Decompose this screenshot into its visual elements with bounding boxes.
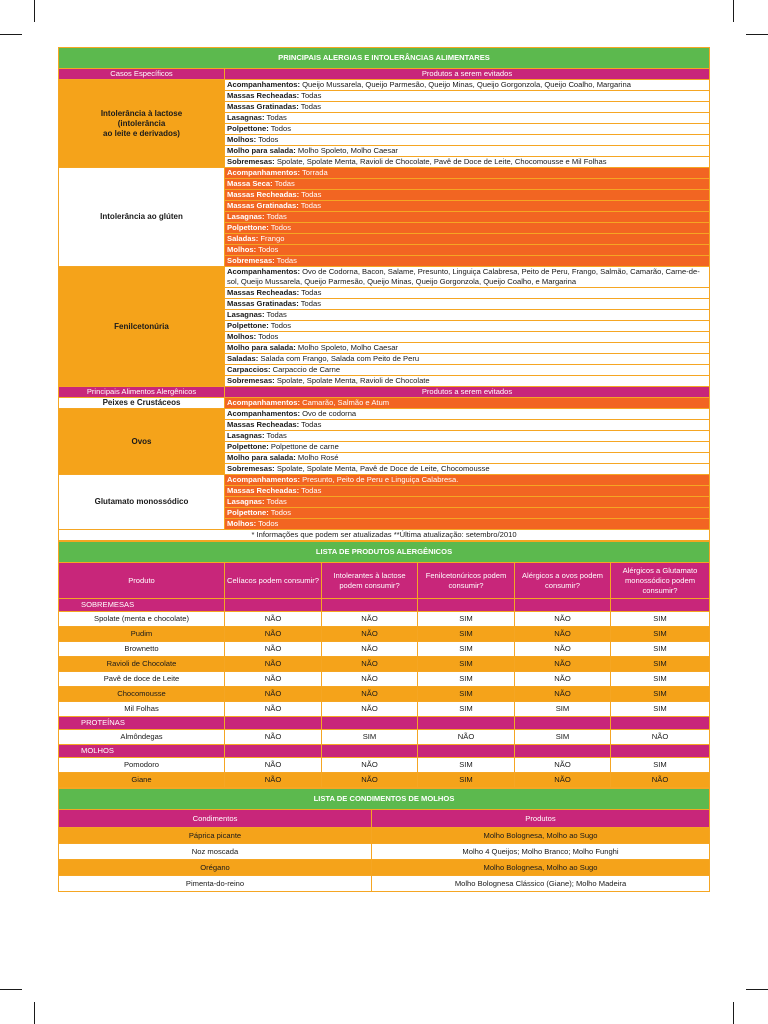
can-consume-cell: SIM (418, 657, 515, 672)
avoid-item-value: Molho Spoleto, Molho Caesar (295, 146, 398, 155)
avoid-item-category: Saladas: (227, 354, 259, 363)
avoid-item-value: Todas (264, 212, 287, 221)
product-row (59, 627, 710, 642)
avoid-item-category: Molho para salada: (227, 146, 296, 155)
condiment-products: Molho 4 Queijos; Molho Branco; Molho Funghi (372, 844, 710, 860)
avoid-item (225, 310, 710, 321)
avoid-item-category: Lasagnas: (227, 497, 265, 506)
section-filler (322, 745, 418, 758)
avoid-item (225, 508, 710, 519)
product-row (59, 730, 710, 745)
avoid-item (225, 223, 710, 234)
avoid-item (225, 135, 710, 146)
products-table (58, 541, 710, 788)
avoid-item-value: Todas (264, 310, 287, 319)
can-consume-cell: SIM (611, 758, 710, 773)
avoid-item-value: Salada com Frango, Salada com Peito de Peru (258, 354, 420, 363)
section-filler (515, 717, 611, 730)
avoid-item-category: Molhos: (227, 245, 257, 254)
can-consume-cell: SIM (322, 730, 418, 745)
avoid-item-value: Ovo de Codorna, Bacon, Salame, Presunto, Linguiça Calabresa, Peito de Peru, Frango, Salmão, Camarão, Carne-de-sol, Queijo Mussarela, Queijo Parmesão, Queijo Minas, Queijo Gorgonzola, Queijo Coalho, e Margarina (227, 267, 700, 286)
can-consume-cell: NÃO (611, 773, 710, 788)
avoid-item (225, 113, 710, 124)
section-filler (225, 599, 322, 612)
case-name-text: Fenilcetonúria (114, 321, 169, 331)
section-label: SOBREMESAS (59, 599, 225, 612)
avoid-item (225, 354, 710, 365)
avoid-item-category: Lasagnas: (227, 431, 265, 440)
condiment-row (59, 860, 710, 876)
header-allergens: Principais Alimentos Alergênicos (59, 387, 225, 398)
avoid-item-value: Todas (264, 497, 287, 506)
can-consume-cell: NÃO (225, 657, 322, 672)
avoid-item (225, 431, 710, 442)
avoid-item-category: Massas Gratinadas: (227, 299, 299, 308)
avoid-item (225, 201, 710, 212)
column-header: Alérgicos a ovos podem consumir? (515, 563, 611, 599)
can-consume-cell: NÃO (225, 687, 322, 702)
condiment-name: Pimenta-do-reino (59, 876, 372, 892)
avoid-item-value: Todos (268, 508, 292, 517)
avoid-item-value: Molho Rosé (295, 453, 339, 462)
product-row (59, 758, 710, 773)
avoid-item (225, 299, 710, 310)
condiment-row (59, 876, 710, 892)
section-filler (418, 717, 515, 730)
avoid-row (59, 475, 710, 486)
column-header: Celíacos podem consumir? (225, 563, 322, 599)
avoid-item (225, 91, 710, 102)
can-consume-cell: SIM (418, 702, 515, 717)
can-consume-cell: SIM (611, 612, 710, 627)
can-consume-cell: SIM (418, 627, 515, 642)
can-consume-cell: SIM (611, 687, 710, 702)
header-condiment-products: Produtos (372, 810, 710, 828)
avoid-item-value: Todas (299, 190, 322, 199)
allergy-table (58, 47, 710, 541)
header-condiments: Condimentos (59, 810, 372, 828)
crop-mark (34, 0, 35, 22)
avoid-item-value: Todas (299, 288, 322, 297)
column-header: Intolerantes à lactose podem consumir? (322, 563, 418, 599)
avoid-item (225, 288, 710, 299)
avoid-item-category: Polpettone: (227, 124, 269, 133)
avoid-item (225, 146, 710, 157)
avoid-item-value: Spolate, Spolate Menta, Ravioli de Chocolate, Pavê de Doce de Leite, Chocomousse e Mil Folhas (274, 157, 607, 166)
product-row (59, 612, 710, 627)
avoid-item (225, 409, 710, 420)
avoid-item (225, 497, 710, 508)
allergy-table-title: PRINCIPAIS ALERGIAS E INTOLERÂNCIAS ALIMENTARES (59, 48, 710, 69)
section-filler (322, 717, 418, 730)
avoid-item-value: Todos (256, 135, 279, 144)
avoid-item (225, 332, 710, 343)
avoid-item-value: Todas (272, 179, 295, 188)
can-consume-cell: NÃO (322, 758, 418, 773)
avoid-item (225, 157, 710, 168)
avoid-item (225, 365, 710, 376)
can-consume-cell: NÃO (322, 702, 418, 717)
avoid-item-value: Torrada (300, 168, 328, 177)
avoid-item-value: Camarão, Salmão e Atum (300, 398, 390, 407)
avoid-item-value: Todos (256, 332, 279, 341)
avoid-item-value: Todas (299, 91, 322, 100)
avoid-item-value: Polpettone de carne (268, 442, 339, 451)
avoid-item-category: Acompanhamentos: (227, 168, 300, 177)
product-row (59, 657, 710, 672)
avoid-item-value: Todas (264, 113, 287, 122)
case-name (59, 168, 225, 267)
crop-mark (0, 34, 22, 35)
case-name (59, 475, 225, 530)
can-consume-cell: NÃO (322, 672, 418, 687)
avoid-item-category: Massa Seca: (227, 179, 273, 188)
avoid-row (59, 168, 710, 179)
product-row (59, 773, 710, 788)
avoid-item-category: Massas Recheadas: (227, 420, 300, 429)
avoid-item-value: Todos (256, 519, 279, 528)
avoid-item (225, 80, 710, 91)
column-header: Fenilcetonúricos podem consumir? (418, 563, 515, 599)
condiments-table-title: LISTA DE CONDIMENTOS DE MOLHOS (59, 789, 710, 810)
can-consume-cell: SIM (611, 702, 710, 717)
header-products-2: Produtos a serem evitados (225, 387, 710, 398)
condiment-row (59, 828, 710, 844)
allergen-sheet (58, 47, 710, 892)
avoid-item-value: Todas (274, 256, 297, 265)
can-consume-cell: SIM (515, 730, 611, 745)
can-consume-cell: SIM (515, 702, 611, 717)
crop-mark (0, 989, 22, 990)
can-consume-cell: SIM (611, 672, 710, 687)
can-consume-cell: SIM (418, 758, 515, 773)
case-name (59, 409, 225, 475)
avoid-item-value: Todas (264, 431, 287, 440)
can-consume-cell: SIM (611, 627, 710, 642)
column-header: Produto (59, 563, 225, 599)
can-consume-cell: NÃO (515, 773, 611, 788)
can-consume-cell: NÃO (322, 687, 418, 702)
avoid-item (225, 256, 710, 267)
can-consume-cell: SIM (611, 642, 710, 657)
can-consume-cell: NÃO (225, 773, 322, 788)
section-filler (515, 599, 611, 612)
product-name: Chocomousse (59, 687, 225, 702)
avoid-item (225, 102, 710, 113)
avoid-item (225, 190, 710, 201)
section-filler (418, 745, 515, 758)
avoid-item-value: Todos (268, 124, 292, 133)
avoid-row (59, 80, 710, 91)
section-filler (515, 745, 611, 758)
section-filler (225, 745, 322, 758)
product-row (59, 702, 710, 717)
can-consume-cell: NÃO (225, 730, 322, 745)
avoid-item-category: Massas Gratinadas: (227, 102, 299, 111)
section-label: MOLHOS (59, 745, 225, 758)
can-consume-cell: NÃO (515, 642, 611, 657)
condiment-products: Molho Bolognesa, Molho ao Sugo (372, 828, 710, 844)
condiment-name: Orégano (59, 860, 372, 876)
avoid-item (225, 267, 710, 288)
avoid-item-category: Saladas: (227, 234, 259, 243)
can-consume-cell: NÃO (515, 758, 611, 773)
case-name-text: Peixes e Crustáceos (102, 398, 181, 407)
can-consume-cell: NÃO (225, 758, 322, 773)
avoid-item-category: Polpettone: (227, 321, 269, 330)
avoid-item-category: Molhos: (227, 135, 257, 144)
product-row (59, 642, 710, 657)
product-name: Pudim (59, 627, 225, 642)
section-filler (611, 745, 710, 758)
avoid-item-category: Acompanhamentos: (227, 475, 300, 484)
crop-mark (746, 34, 768, 35)
avoid-item-category: Lasagnas: (227, 310, 265, 319)
can-consume-cell: SIM (418, 773, 515, 788)
avoid-item-value: Todas (298, 201, 322, 210)
avoid-item-value: Ovo de codorna (300, 409, 357, 418)
case-name (59, 80, 225, 168)
avoid-item (225, 464, 710, 475)
crop-mark (34, 1002, 35, 1024)
avoid-item-value: Molho Spoleto, Molho Caesar (295, 343, 398, 352)
case-name-text: Intolerância à lactose (intolerância ao leite e derivados) (100, 108, 183, 138)
avoid-item (225, 486, 710, 497)
avoid-item-value: Spolate, Spolate Menta, Ravioli de Chocolate (274, 376, 430, 385)
avoid-item (225, 234, 710, 245)
avoid-item-category: Polpettone: (227, 223, 269, 232)
condiment-products: Molho Bolognesa, Molho ao Sugo (372, 860, 710, 876)
avoid-item-category: Massas Recheadas: (227, 486, 300, 495)
product-name: Ravioli de Chocolate (59, 657, 225, 672)
avoid-item (225, 212, 710, 223)
avoid-item-category: Molho para salada: (227, 453, 296, 462)
avoid-item-category: Lasagnas: (227, 212, 265, 221)
avoid-item (225, 398, 710, 409)
avoid-item-category: Acompanhamentos: (227, 398, 300, 407)
avoid-item-value: Queijo Mussarela, Queijo Parmesão, Queijo Minas, Queijo Gorgonzola, Queijo Coalho, Margarina (300, 80, 631, 89)
crop-mark (733, 0, 734, 22)
can-consume-cell: NÃO (225, 672, 322, 687)
can-consume-cell: NÃO (322, 657, 418, 672)
product-name: Pavê de doce de Leite (59, 672, 225, 687)
case-name-text: Intolerância ao glúten (100, 212, 183, 221)
avoid-item-value: Todos (268, 321, 292, 330)
can-consume-cell: NÃO (515, 627, 611, 642)
avoid-row (59, 267, 710, 288)
avoid-item (225, 376, 710, 387)
avoid-row (59, 409, 710, 420)
can-consume-cell: NÃO (225, 627, 322, 642)
product-name: Mil Folhas (59, 702, 225, 717)
avoid-item-value: Frango (258, 234, 285, 243)
avoid-item-category: Acompanhamentos: (227, 409, 300, 418)
product-name: Almôndegas (59, 730, 225, 745)
avoid-item-category: Sobremesas: (227, 464, 275, 473)
avoid-item-value: Todas (298, 299, 322, 308)
avoid-item (225, 343, 710, 354)
avoid-item-value: Todas (298, 102, 322, 111)
crop-mark (733, 1002, 734, 1024)
can-consume-cell: NÃO (515, 612, 611, 627)
avoid-item-value: Todos (256, 245, 279, 254)
can-consume-cell: NÃO (611, 730, 710, 745)
can-consume-cell: SIM (611, 657, 710, 672)
avoid-item-category: Massas Recheadas: (227, 91, 300, 100)
avoid-item-category: Molho para salada: (227, 343, 296, 352)
condiment-name: Noz moscada (59, 844, 372, 860)
condiment-name: Páprica picante (59, 828, 372, 844)
avoid-item-value: Todas (299, 486, 322, 495)
can-consume-cell: SIM (418, 642, 515, 657)
case-name-text: Glutamato monossódico (94, 497, 189, 506)
section-filler (611, 717, 710, 730)
avoid-item-value: Presunto, Peito de Peru e Linguiça Calabresa. (300, 475, 459, 484)
avoid-item-category: Massas Recheadas: (227, 190, 300, 199)
section-filler (322, 599, 418, 612)
avoid-item (225, 168, 710, 179)
avoid-item (225, 442, 710, 453)
product-name: Giane (59, 773, 225, 788)
product-row (59, 687, 710, 702)
can-consume-cell: NÃO (418, 730, 515, 745)
header-products: Produtos a serem evitados (225, 69, 710, 80)
avoid-item (225, 245, 710, 256)
avoid-item-category: Massas Recheadas: (227, 288, 300, 297)
can-consume-cell: NÃO (322, 627, 418, 642)
avoid-item-category: Acompanhamentos: (227, 267, 300, 276)
avoid-item-value: Carpaccio de Carne (270, 365, 341, 374)
avoid-item-value: Spolate, Spolate Menta, Pavê de Doce de Leite, Chocomousse (274, 464, 490, 473)
can-consume-cell: SIM (418, 672, 515, 687)
avoid-row (59, 398, 710, 409)
avoid-item (225, 179, 710, 190)
can-consume-cell: NÃO (515, 657, 611, 672)
footnote: * Informações que podem ser atualizadas **Última atualização: setembro/2010 (59, 530, 710, 541)
avoid-item (225, 420, 710, 431)
avoid-item-value: Todas (299, 420, 322, 429)
avoid-item (225, 475, 710, 486)
case-name (59, 398, 225, 409)
avoid-item-category: Lasagnas: (227, 113, 265, 122)
can-consume-cell: NÃO (225, 612, 322, 627)
product-name: Spolate (menta e chocolate) (59, 612, 225, 627)
avoid-item (225, 453, 710, 464)
avoid-item-category: Molhos: (227, 332, 257, 341)
avoid-item-category: Sobremesas: (227, 157, 275, 166)
can-consume-cell: NÃO (322, 612, 418, 627)
avoid-item (225, 519, 710, 530)
can-consume-cell: SIM (418, 612, 515, 627)
can-consume-cell: NÃO (322, 773, 418, 788)
product-row (59, 672, 710, 687)
section-label: PROTEÍNAS (59, 717, 225, 730)
can-consume-cell: NÃO (225, 642, 322, 657)
product-name: Brownetto (59, 642, 225, 657)
avoid-item-category: Acompanhamentos: (227, 80, 300, 89)
can-consume-cell: NÃO (515, 672, 611, 687)
avoid-item-category: Sobremesas: (227, 256, 275, 265)
can-consume-cell: NÃO (225, 702, 322, 717)
can-consume-cell: NÃO (322, 642, 418, 657)
condiments-table (58, 788, 710, 892)
avoid-item-category: Molhos: (227, 519, 257, 528)
condiment-products: Molho Bolognesa Clássico (Giane); Molho Madeira (372, 876, 710, 892)
product-name: Pomodoro (59, 758, 225, 773)
section-filler (225, 717, 322, 730)
avoid-item-category: Polpettone: (227, 508, 269, 517)
avoid-item-category: Massas Gratinadas: (227, 201, 299, 210)
avoid-item (225, 124, 710, 135)
avoid-item-category: Polpettone: (227, 442, 269, 451)
avoid-item (225, 321, 710, 332)
can-consume-cell: SIM (418, 687, 515, 702)
case-name (59, 267, 225, 387)
avoid-item-value: Todos (268, 223, 292, 232)
avoid-item-category: Carpaccios: (227, 365, 271, 374)
condiment-row (59, 844, 710, 860)
crop-mark (746, 989, 768, 990)
case-name-text: Ovos (131, 436, 152, 446)
section-filler (611, 599, 710, 612)
can-consume-cell: NÃO (515, 687, 611, 702)
header-cases: Casos Específicos (59, 69, 225, 80)
column-header: Alérgicos a Glutamato monossódico podem consumir? (611, 563, 710, 599)
products-table-title: LISTA DE PRODUTOS ALERGÊNICOS (59, 542, 710, 563)
section-filler (418, 599, 515, 612)
avoid-item-category: Sobremesas: (227, 376, 275, 385)
